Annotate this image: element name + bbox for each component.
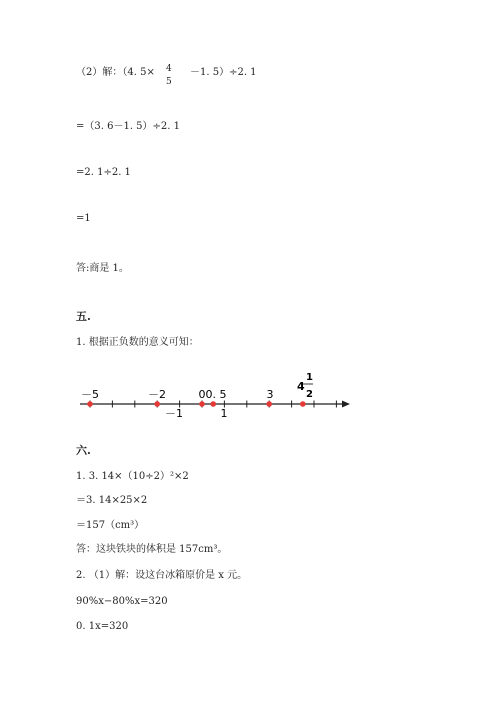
equation-line-2: =（3. 6－1. 5）÷2. 1 [76, 121, 181, 132]
number-line-point [87, 401, 93, 407]
label-0: 0 [198, 388, 206, 401]
label-mixed-numerator: 1 [306, 372, 313, 383]
number-line-point [300, 401, 306, 407]
label-mixed-whole: 4 [297, 380, 305, 393]
label-1: 1 [220, 407, 228, 420]
fraction-numerator: 4 [166, 64, 172, 74]
number-line-point [210, 401, 216, 407]
label-neg-1: －1 [165, 407, 183, 420]
label-3: 3 [266, 388, 274, 401]
fraction-denominator: 5 [166, 77, 172, 87]
label-neg-2: －2 [148, 388, 166, 401]
equation-line-1 [76, 66, 155, 80]
equation-line-3: =2. 1÷2. 1 [76, 167, 131, 178]
fraction-four-fifths [166, 64, 172, 87]
section-5-item-1: 1. 根据正负数的意义可知： [76, 337, 199, 348]
calc-line-1: 1. 3. 14×（10÷2）²×2 [76, 471, 189, 482]
number-line-point [154, 401, 160, 407]
label-0-5: 0. 5 [205, 388, 227, 401]
section-heading-5: 五. [76, 310, 91, 323]
equation-step-1: 90%x−80%x=320 [76, 596, 168, 607]
number-line-arrow [342, 401, 350, 408]
calc-line-3: ＝157（cm³） [76, 520, 145, 531]
number-line-point [266, 401, 272, 407]
equation-line-4: =1 [76, 213, 91, 224]
problem-2-setup: 2. （1）解：设这台冰箱原价是 x 元。 [76, 570, 248, 581]
label-mixed-denominator: 2 [306, 389, 313, 400]
equation-line-1-start: （2）解：（4. 5× [76, 67, 155, 78]
answer-line: 答:商是 1。 [76, 263, 129, 274]
calc-line-2: ＝3. 14×25×2 [76, 495, 148, 506]
number-line-point [199, 401, 205, 407]
equation-step-2: 0. 1x=320 [76, 621, 129, 632]
equation-line-1-end: －1. 5）÷2. 1 [190, 67, 257, 78]
label-neg-5: －5 [81, 388, 99, 401]
calc-answer: 答：这块铁块的体积是 157cm³。 [76, 544, 228, 555]
number-line-diagram [0, 360, 500, 420]
section-heading-6: 六. [76, 444, 91, 457]
